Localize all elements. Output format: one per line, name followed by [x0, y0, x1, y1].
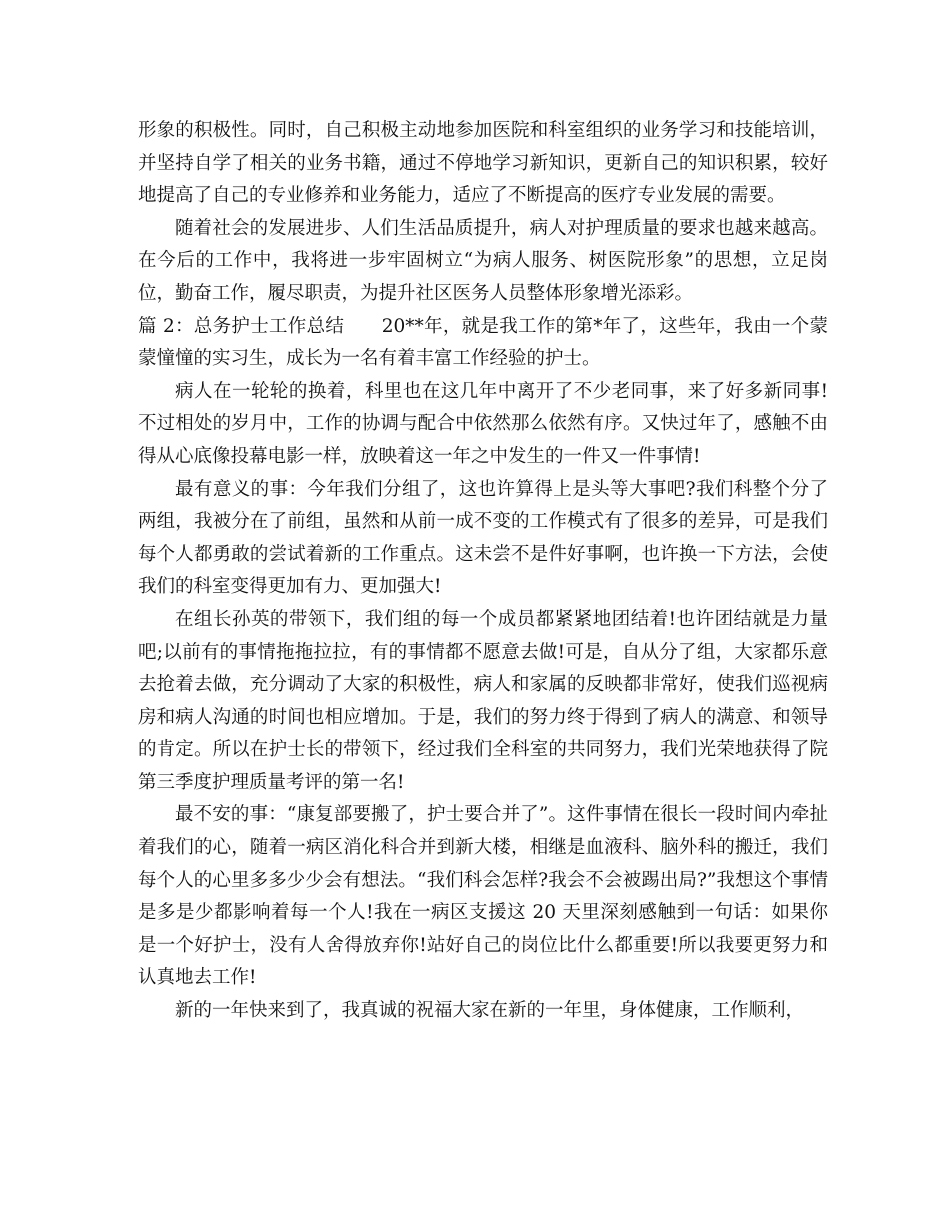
- paragraph-future-work: 随着社会的发展进步、人们生活品质提升，病人对护理质量的要求也越来越高。在今后的工作中，我将进一步牢固树立“为病人服务、树医院形象”的思想，立足岗位，勤奋工作，履尽职责，为提升社区医务人员整体形象增光添彩。: [138, 217, 828, 304]
- paragraph-colleagues: 病人在一轮轮的换着，科里也在这几年中离开了不少老同事，来了好多新同事!不过相处的岁月中，工作的协调与配合中依然那么依然有序。又快过年了，感触不由得从心底像投幕电影一样，放映着这一年之中发生的一件又一件事情!: [138, 380, 828, 467]
- paragraph-new-year: 新的一年快来到了，我真诚的祝福大家在新的一年里，身体健康，工作顺利，: [175, 1000, 805, 1022]
- document-body: [138, 115, 828, 1028]
- paragraph-section-2-heading: 篇 2：总务护士工作总结 20**年，就是我工作的第*年了，这些年，我由一个蒙蒙憧憧的实习生，成长为一名有着丰富工作经验的护士。: [138, 315, 828, 370]
- paragraph-most-uneasy: 最不安的事：“康复部要搬了，护士要合并了”。这件事情在很长一段时间内牵扯着我们的心，随着一病区消化科合并到新大楼，相继是血液科、脑外科的搬迁，我们每个人的心里多多少少会有想法。“我们科会怎样?我会不会被踢出局?”我想这个事情是多是少都影响着每一个人!我在一病区支援这 20 天里深刻感触到一句话：如果你是一个好护士，没有人舍得放弃你!站好自己的岗位比什么都重要!所以我要更努力和认真地去工作!: [138, 804, 828, 989]
- paragraph-most-meaningful: 最有意义的事：今年我们分组了，这也许算得上是头等大事吧?我们科整个分了两组，我被分在了前组，虽然和从前一成不变的工作模式有了很多的差异，可是我们每个人都勇敢的尝试着新的工作重点。这未尝不是件好事啊，也许换一下方法，会使我们的科室变得更加有力、更加强大!: [138, 478, 828, 598]
- paragraph-continuation: 形象的积极性。同时，自己积极主动地参加医院和科室组织的业务学习和技能培训，并坚持自学了相关的业务书籍，通过不停地学习新知识，更新自己的知识积累，较好地提高了自己的专业修养和业务能力，适应了不断提高的医疗专业发展的需要。: [138, 120, 828, 207]
- paragraph-team-leader: 在组长孙英的带领下，我们组的每一个成员都紧紧地团结着!也许团结就是力量吧;以前有的事情拖拖拉拉，有的事情都不愿意去做!可是，自从分了组，大家都乐意去抢着去做，充分调动了大家的积极性，病人和家属的反映都非常好，使我们巡视病房和病人沟通的时间也相应增加。于是，我们的努力终于得到了病人的满意、和领导的肯定。所以在护士长的带领下，经过我们全科室的共同努力，我们光荣地获得了院第三季度护理质量考评的第一名!: [138, 608, 828, 793]
